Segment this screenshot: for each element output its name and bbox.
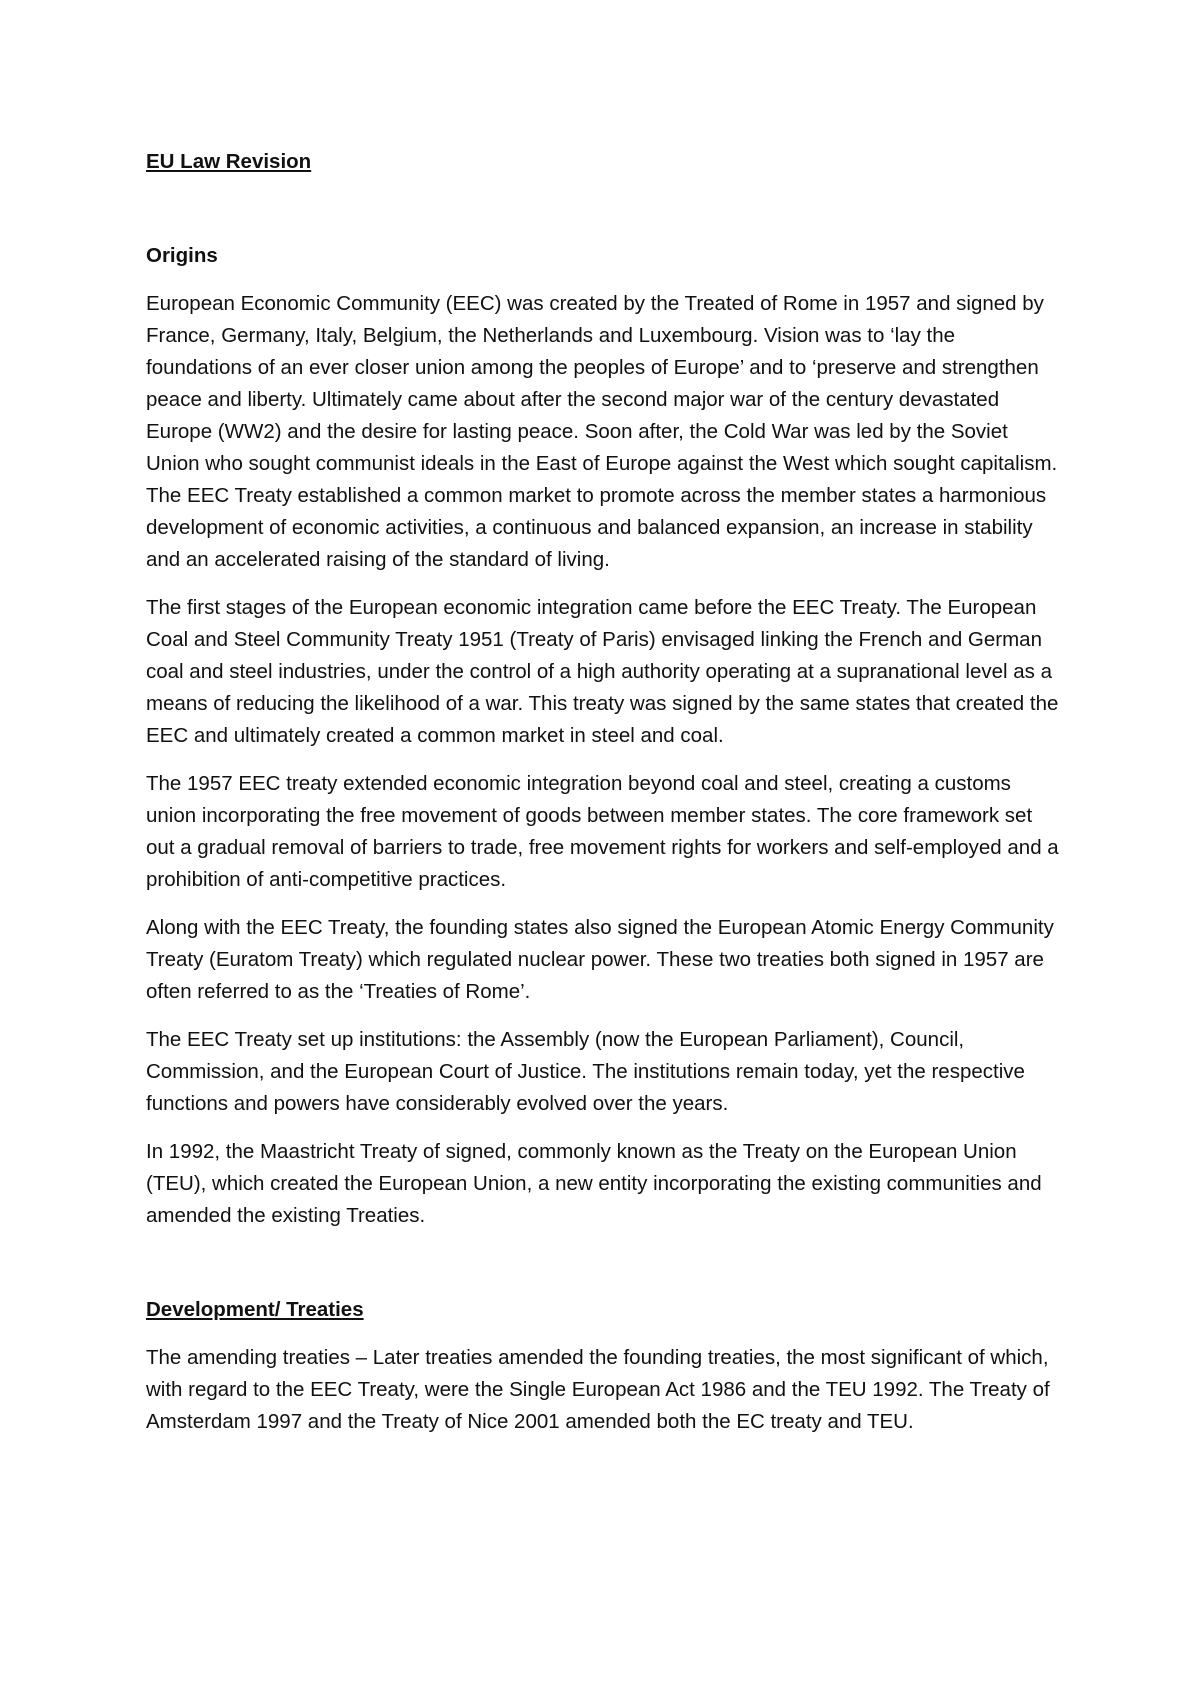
origins-paragraph-6: In 1992, the Maastricht Treaty of signed, commonly known as the Treaty on the European Union (TEU), which created the European Union, a new entity incorporating the existing communities and amended the existing Treaties. — [146, 1140, 1042, 1227]
document-title: EU Law Revision — [146, 150, 312, 173]
document-body — [146, 146, 1066, 1438]
origins-paragraph-5: The EEC Treaty set up institutions: the Assembly (now the European Parliament), Council, Commission, and the European Court of Justice. The institutions remain today, yet the respective functions and powers have considerably evolved over the years. — [146, 1028, 1025, 1115]
section-heading-origins: Origins — [146, 244, 218, 267]
origins-paragraph-2: The first stages of the European economic integration came before the EEC Treaty. The European Coal and Steel Community Treaty 1951 (Treaty of Paris) envisaged linking the French and German coal and steel industries, under the control of a high authority operating at a supranational level as a means of reducing the likelihood of a war. This treaty was signed by the same states that created the EEC and ultimately created a common market in steel and coal. — [146, 596, 1059, 747]
section-heading-development-treaties: Development/ Treaties — [146, 1298, 364, 1321]
origins-paragraph-4: Along with the EEC Treaty, the founding states also signed the European Atomic Energy Community Treaty (Euratom Treaty) which regulated nuclear power. These two treaties both signed in 1957 are often referred to as the ‘Treaties of Rome’. — [146, 916, 1054, 1003]
origins-paragraph-3: The 1957 EEC treaty extended economic integration beyond coal and steel, creating a customs union incorporating the free movement of goods between member states. The core framework set out a gradual removal of barriers to trade, free movement rights for workers and self-employed and a prohibition of anti-competitive practices. — [146, 772, 1059, 891]
origins-paragraph-1: European Economic Community (EEC) was created by the Treated of Rome in 1957 and signed by France, Germany, Italy, Belgium, the Netherlands and Luxembourg. Vision was to ‘lay the foundations of an ever closer union among the peoples of Europe’ and to ‘preserve and strengthen peace and liberty. Ultimately came about after the second major war of the century devastated Europe (WW2) and the desire for lasting peace. Soon after, the Cold War was led by the Soviet Union who sought communist ideals in the East of Europe against the West which sought capitalism. The EEC Treaty established a common market to promote across the member states a harmonious development of economic activities, a continuous and balanced expansion, an increase in stability and an accelerated raising of the standard of living. — [146, 292, 1058, 571]
development-paragraph-1: The amending treaties – Later treaties amended the founding treaties, the most significant of which, with regard to the EEC Treaty, were the Single European Act 1986 and the TEU 1992. The Treaty of Amsterdam 1997 and the Treaty of Nice 2001 amended both the EC treaty and TEU. — [146, 1346, 1050, 1433]
